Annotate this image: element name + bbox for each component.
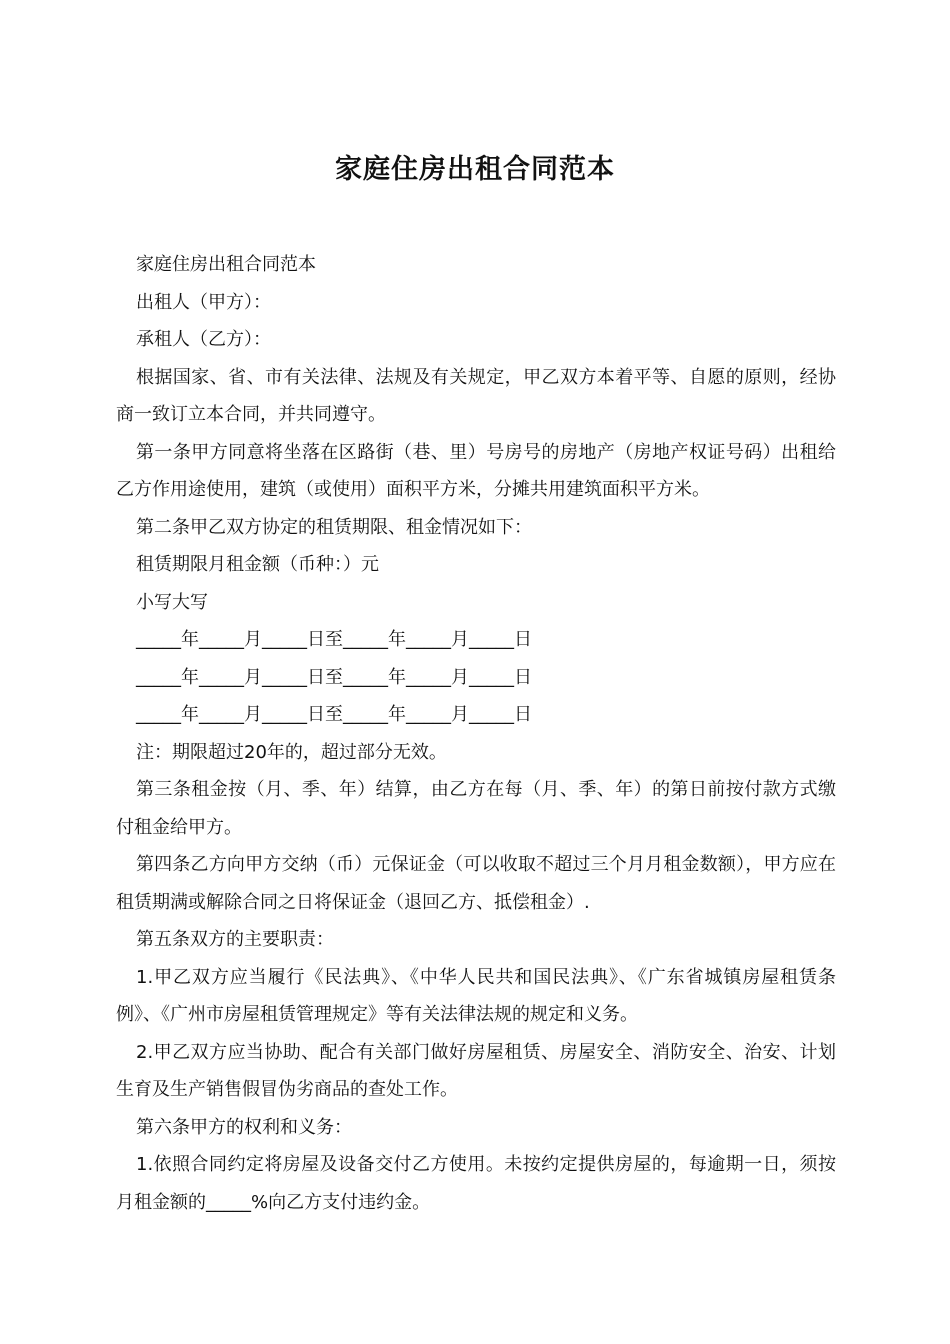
date-range-line: _____年_____月_____日至_____年_____月_____日 (136, 629, 532, 650)
note-paragraph: 注：期限超过20年的，超过部分无效。 (136, 741, 447, 763)
date-range-line: _____年_____月_____日至_____年_____月_____日 (136, 666, 532, 688)
article-3-paragraph: 第三条租金按（月、季、年）结算，由乙方在每（月、季、年）的第日前按付款方式缴付租金给甲方。 (116, 779, 836, 838)
article-5-item-1: 1.甲乙双方应当履行《民法典》、《中华人民共和国民法典》、《广东省城镇房屋租赁条例》、《广州市房屋租赁管理规定》等有关法律法规的规定和义务。 (116, 966, 836, 1025)
preamble-paragraph: 根据国家、省、市有关法律、法规及有关规定，甲乙双方本着平等、自愿的原则，经协商一致订立本合同，并共同遵守。 (116, 366, 836, 425)
rent-table-header: 租赁期限月租金额（币种：）元 (136, 554, 379, 575)
article-6-item-1: 1.依照合同约定将房屋及设备交付乙方使用。未按约定提供房屋的，每逾期一日，须按月租金额的_____%向乙方支付违约金。 (116, 1154, 836, 1213)
date-range-line: _____年_____月_____日至_____年_____月_____日 (136, 704, 532, 725)
lessee-line: 承租人（乙方）： (136, 329, 271, 350)
article-2-paragraph: 第二条甲乙双方协定的租赁期限、租金情况如下： (136, 516, 532, 538)
lessor-line: 出租人（甲方）： (136, 291, 271, 313)
article-4-paragraph: 第四条乙方向甲方交纳（币）元保证金（可以收取不超过三个月月租金数额），甲方应在租赁期满或解除合同之日将保证金（退回乙方、抵偿租金）. (116, 854, 836, 913)
subtitle-line: 家庭住房出租合同范本 (136, 254, 316, 275)
article-5-item-2: 2.甲乙双方应当协助、配合有关部门做好房屋租赁、房屋安全、消防安全、治安、计划生育及生产销售假冒伪劣商品的查处工作。 (116, 1041, 836, 1100)
article-6-paragraph: 第六条甲方的权利和义务： (136, 1116, 352, 1138)
document-title: 家庭住房出租合同范本 (335, 154, 615, 186)
document-body (116, 246, 836, 1221)
article-5-paragraph: 第五条双方的主要职责： (136, 929, 334, 950)
rent-table-subheader: 小写大写 (136, 591, 208, 613)
article-1-paragraph: 第一条甲方同意将坐落在区路街（巷、里）号房号的房地产（房地产权证号码）出租给乙方作用途使用，建筑（或使用）面积平方米，分摊共用建筑面积平方米。 (116, 441, 836, 500)
